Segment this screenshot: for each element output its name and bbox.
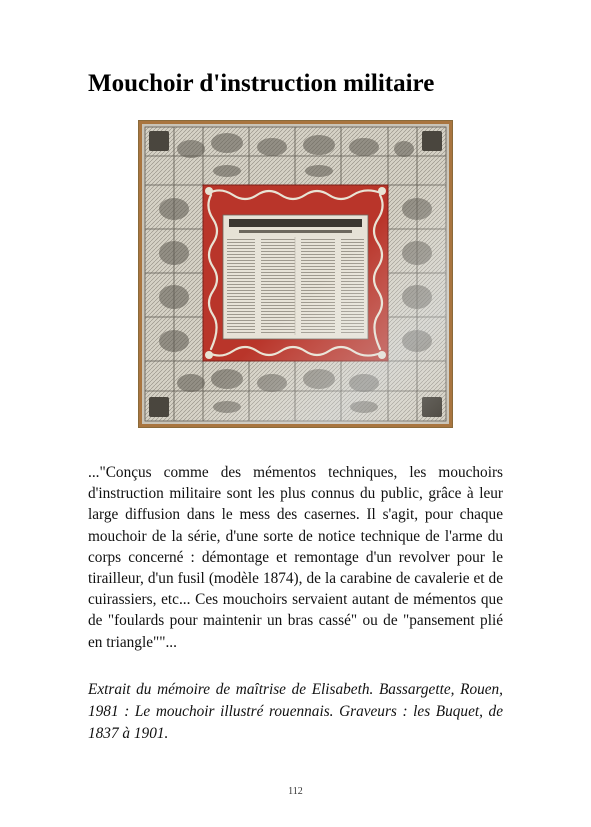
handkerchief-illustration	[139, 121, 452, 427]
page-title: Mouchoir d'instruction militaire	[88, 70, 435, 97]
body-paragraph: ..."Conçus comme des mémentos techniques, les mouchoirs d'instruction militaire sont les plus connus du public, grâce à leur large diffusion dans le mess des casernes. Il s'agit, pour chaque mouchoir de la série, d'une sorte de notice technique de l'arme du corps concerné : démontage et remontage d'un revolver pour le tirailleur, d'un fusil (modèle 1874), de la carabine de cavalerie et de cuirassiers, etc... Ces mouchoirs servaient autant de mémentos que de "foulards pour maintenir un bras cassé" ou de "pansement plié en triangle""...	[88, 464, 503, 651]
handkerchief-photo	[139, 121, 452, 427]
source-citation: Extrait du mémoire de maîtrise de Elisabeth. Bassargette, Rouen, 1981 : Le mouchoir illustré rouennais. Graveurs : les Buquet, de 1837 à 1901.	[88, 681, 503, 742]
page-number: 112	[288, 786, 303, 797]
